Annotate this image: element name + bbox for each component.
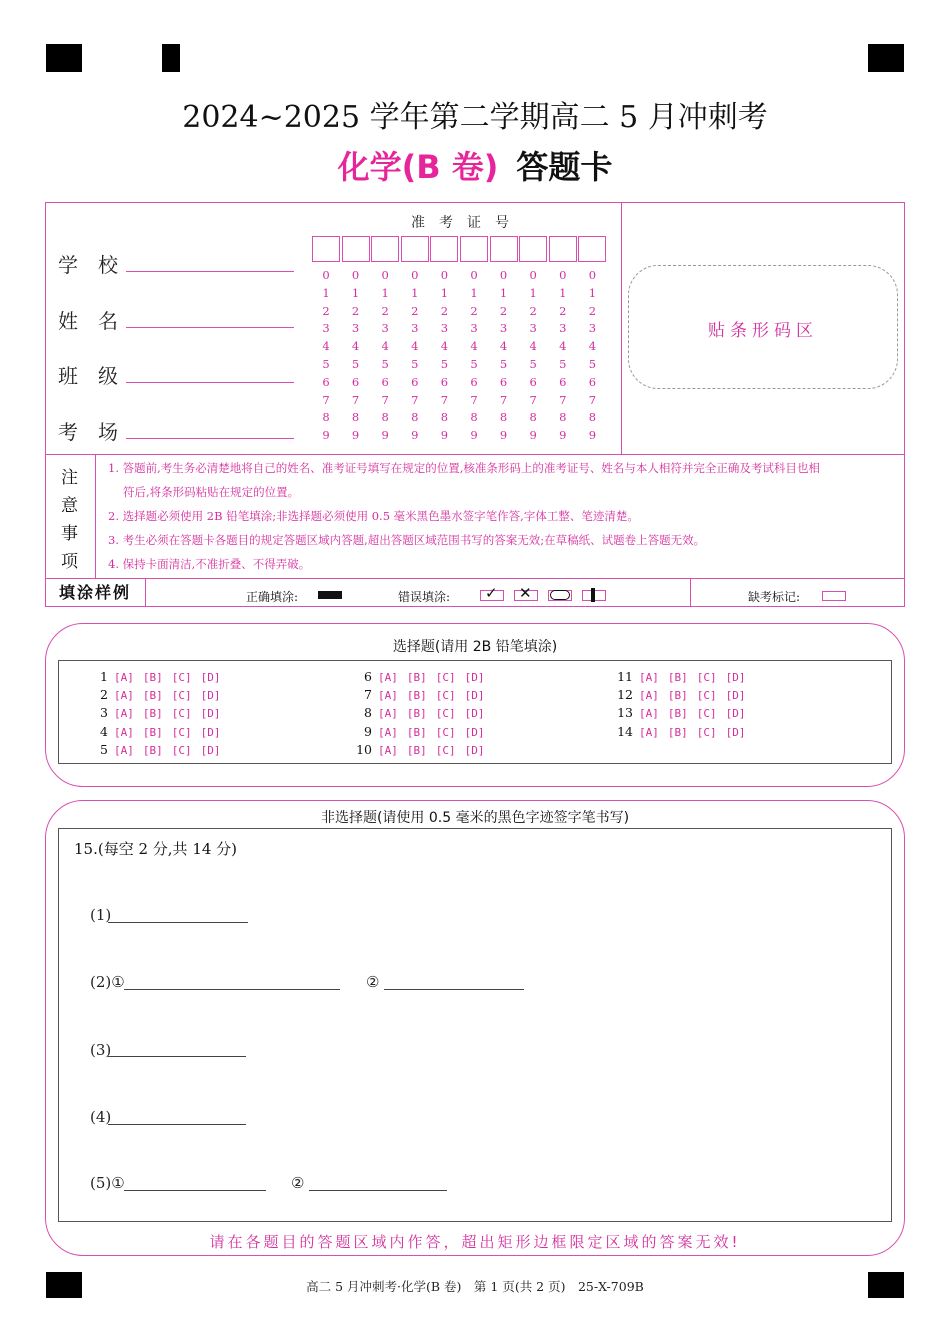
sample-wrong-marks	[480, 585, 610, 603]
ticket-label: 准 考 证 号	[411, 215, 509, 231]
ticket-digit-bubble[interactable]: 4	[322, 339, 330, 354]
choice-option-bubble[interactable]: [B]	[142, 671, 163, 684]
choice-question-row	[352, 669, 494, 684]
choice-option-bubble[interactable]: [B]	[142, 689, 163, 703]
ticket-digit-bubble[interactable]: 0	[529, 268, 537, 282]
ticket-digit-bubble[interactable]: 2	[411, 303, 419, 318]
choice-option-bubble[interactable]: [B]	[142, 707, 163, 721]
choice-question-number: 1	[100, 669, 108, 684]
choice-question-row	[352, 724, 494, 739]
ticket-digit-bubble[interactable]: 4	[381, 339, 389, 354]
position-mark-top-left-2	[162, 44, 180, 72]
choice-option-bubble[interactable]: [A]	[114, 743, 134, 757]
q15-part2b-label: ②	[366, 973, 380, 991]
ticket-digit-bubble[interactable]: 4	[499, 339, 508, 354]
choice-question-number: 8	[364, 705, 372, 721]
ticket-digit-bubble[interactable]: 7	[499, 392, 508, 407]
ticket-digit-bubble[interactable]: 9	[529, 428, 537, 443]
ticket-digit-cell[interactable]	[401, 236, 429, 262]
ticket-digit-bubble[interactable]: 0	[381, 268, 389, 282]
q15-part5b-line[interactable]	[309, 1190, 447, 1191]
ticket-digit-cell[interactable]	[578, 236, 606, 262]
answer-box[interactable]	[58, 828, 892, 1222]
ticket-digit-bubble[interactable]: 2	[529, 303, 537, 318]
choice-option-bubble[interactable]: [D]	[464, 725, 485, 739]
class-field[interactable]	[58, 360, 124, 389]
choice-option-bubble[interactable]: [C]	[696, 707, 717, 721]
class-line	[126, 382, 294, 383]
ticket-digit-bubble[interactable]: 2	[559, 303, 567, 318]
choice-option-bubble[interactable]: [C]	[435, 689, 456, 703]
choice-option-bubble[interactable]: [B]	[667, 671, 688, 684]
ticket-digit-bubble[interactable]: 2	[470, 303, 478, 318]
choice-option-bubble[interactable]: [A]	[114, 689, 134, 703]
choice-option-bubble[interactable]: [C]	[435, 671, 456, 684]
choice-option-bubble[interactable]: [B]	[142, 725, 163, 739]
choice-option-bubble[interactable]: [C]	[171, 725, 192, 739]
ticket-digit-bubble[interactable]: 5	[588, 357, 597, 371]
ticket-digit-bubble[interactable]: 8	[559, 410, 567, 425]
choice-option-bubble[interactable]: [C]	[696, 671, 717, 684]
choice-question-number: 12	[617, 687, 633, 703]
choice-option-bubble[interactable]: [B]	[142, 743, 163, 757]
room-line	[126, 438, 294, 439]
choice-option-bubble[interactable]: [B]	[667, 725, 688, 739]
q15-part2b-line[interactable]	[384, 989, 524, 990]
school-label: 学 校	[58, 253, 118, 277]
ticket-digit-bubble[interactable]: 1	[322, 285, 330, 300]
choice-option-bubble[interactable]: [D]	[725, 671, 746, 684]
ticket-digit-bubble[interactable]: 5	[381, 357, 389, 371]
choice-option-bubble[interactable]: [D]	[200, 743, 221, 757]
room-label: 考 场	[58, 420, 118, 444]
choice-title: 选择题(请用 2B 铅笔填涂)	[392, 639, 558, 655]
ticket-digit-bubble[interactable]: 0	[440, 268, 449, 282]
choice-option-bubble[interactable]: [D]	[200, 707, 221, 721]
choice-option-bubble[interactable]: [D]	[464, 689, 485, 703]
absent-mark-box[interactable]	[822, 591, 846, 601]
ticket-digit-bubble[interactable]: 3	[411, 321, 419, 336]
wrong-mark-bar-glyph	[591, 588, 595, 602]
choice-question-number: 10	[356, 741, 372, 757]
choice-option-bubble[interactable]: [B]	[667, 707, 688, 721]
ticket-digit-bubble[interactable]: 4	[440, 339, 449, 354]
q15-part4-line[interactable]	[108, 1124, 246, 1125]
ticket-digit-cell[interactable]	[342, 236, 370, 262]
choice-question-number: 11	[617, 669, 633, 684]
choice-option-bubble[interactable]: [D]	[725, 707, 746, 721]
choice-option-bubble[interactable]: [C]	[435, 707, 456, 721]
ticket-digit-bubble[interactable]: 7	[559, 392, 567, 407]
ticket-digit-bubble[interactable]: 3	[499, 321, 508, 336]
choice-option-bubble[interactable]: [A]	[378, 707, 398, 721]
ticket-digit-bubble[interactable]: 7	[381, 392, 389, 407]
ticket-digit-bubble[interactable]: 8	[470, 410, 478, 425]
choice-option-bubble[interactable]: [A]	[639, 725, 659, 739]
ticket-digit-bubble[interactable]: 6	[470, 374, 478, 389]
choice-option-bubble[interactable]: [C]	[435, 725, 456, 739]
choice-question-row	[88, 669, 230, 684]
choice-option-bubble[interactable]: [A]	[639, 707, 659, 721]
q15-part2a-label: (2)①	[90, 973, 125, 991]
ticket-digit-bubble[interactable]: 1	[470, 285, 478, 300]
choice-option-bubble[interactable]: [B]	[406, 689, 427, 703]
ticket-digit-bubble[interactable]: 2	[351, 303, 360, 318]
ticket-digit-bubble[interactable]: 6	[559, 374, 567, 389]
sample-divider	[690, 579, 691, 607]
ticket-digit-bubble[interactable]: 4	[529, 339, 537, 354]
wrong-mark-circle-glyph	[550, 590, 570, 600]
ticket-digit-bubble[interactable]: 1	[559, 285, 567, 300]
choice-option-bubble[interactable]: [B]	[406, 671, 427, 684]
note-item-1: 1. 答题前,考生务必清楚地将自己的姓名、准考证号填写在规定的位置,核准条形码上的准考证号、姓名与本人相符并完全正确及考试科目也相	[108, 461, 820, 475]
choice-question-number: 2	[100, 687, 108, 703]
q15-heading: 15.(每空 2 分,共 14 分)	[74, 840, 238, 858]
name-field[interactable]	[58, 305, 124, 334]
choice-option-bubble[interactable]: [D]	[464, 743, 485, 757]
ticket-digit-bubble[interactable]: 5	[529, 357, 537, 371]
ticket-digit-bubble[interactable]: 0	[322, 268, 330, 282]
choice-question-row	[88, 705, 230, 720]
choice-question-row	[613, 724, 755, 739]
choice-question-number: 9	[364, 723, 372, 739]
ticket-digit-bubble[interactable]: 6	[381, 374, 389, 389]
q15-part5a-line[interactable]	[124, 1190, 266, 1191]
name-line	[126, 327, 294, 328]
choice-option-bubble[interactable]: [C]	[696, 725, 717, 739]
notes-char-4: 项	[61, 552, 78, 572]
ticket-digit-bubble[interactable]: 8	[499, 410, 508, 425]
choice-option-bubble[interactable]: [D]	[464, 707, 485, 721]
choice-option-bubble[interactable]: [B]	[406, 725, 427, 739]
position-mark-top-right	[868, 44, 904, 72]
ticket-digit-bubble[interactable]: 0	[351, 268, 360, 282]
note-item-1-cont: 符后,将条形码粘贴在规定的位置。	[123, 485, 300, 499]
ticket-digit-bubble[interactable]: 2	[588, 303, 597, 318]
choice-question-number: 13	[617, 705, 633, 721]
choice-option-bubble[interactable]: [D]	[464, 671, 485, 684]
ticket-digit-bubble[interactable]: 7	[440, 392, 449, 407]
choice-option-bubble[interactable]: [D]	[200, 671, 221, 684]
ticket-digit-bubble[interactable]: 0	[499, 268, 508, 282]
ticket-digit-bubble[interactable]: 8	[322, 410, 330, 425]
school-field[interactable]	[58, 249, 124, 278]
choice-question-row	[88, 742, 230, 757]
choice-question-row	[613, 705, 755, 720]
ticket-digit-bubble[interactable]: 5	[559, 357, 567, 371]
ticket-digit-bubble[interactable]: 4	[411, 339, 419, 354]
ticket-digit-bubble[interactable]: 8	[440, 410, 449, 425]
ticket-digit-cell[interactable]	[430, 236, 458, 262]
room-field[interactable]	[58, 416, 124, 445]
q15-part1-line[interactable]	[108, 922, 248, 923]
barcode-label: 贴条形码区	[708, 321, 818, 341]
ticket-digit-bubble[interactable]: 5	[499, 357, 508, 371]
ticket-digit-bubble[interactable]: 2	[381, 303, 389, 318]
ticket-digit-bubble[interactable]: 8	[411, 410, 419, 425]
ticket-digit-bubble[interactable]: 6	[499, 374, 508, 389]
footer-text: 高二 5 月冲刺考·化学(B 卷) 第 1 页(共 2 页) 25-X-709B	[306, 1279, 644, 1294]
exam-title: 2024~2025 学年第二学期高二 5 月冲刺考	[182, 100, 768, 135]
ticket-digit-bubble[interactable]: 5	[351, 357, 360, 371]
ticket-digit-bubble[interactable]: 6	[351, 374, 360, 389]
ticket-digit-bubble[interactable]: 2	[322, 303, 330, 318]
ticket-digit-bubble[interactable]: 3	[559, 321, 567, 336]
ticket-digit-bubble[interactable]: 9	[559, 428, 567, 443]
absent-label: 缺考标记:	[748, 590, 801, 604]
choice-option-bubble[interactable]: [A]	[378, 725, 398, 739]
ticket-digit-bubble[interactable]: 4	[470, 339, 478, 354]
choice-option-bubble[interactable]: [A]	[378, 671, 398, 684]
ticket-digit-bubble[interactable]: 7	[588, 392, 597, 407]
answer-area-warning: 请在各题目的答题区域内作答，超出矩形边框限定区域的答案无效!	[209, 1233, 741, 1251]
choice-option-bubble[interactable]: [C]	[171, 689, 192, 703]
name-label: 姓 名	[58, 309, 118, 333]
choice-question-number: 4	[100, 723, 108, 739]
ticket-digit-bubble[interactable]: 3	[351, 321, 360, 336]
choice-question-row	[352, 705, 494, 720]
ticket-digit-bubble[interactable]: 8	[529, 410, 537, 425]
ticket-digit-bubble[interactable]: 9	[499, 428, 508, 443]
ticket-digit-bubble[interactable]: 1	[351, 285, 360, 300]
ticket-digit-bubble[interactable]: 9	[322, 428, 330, 443]
ticket-digit-bubble[interactable]: 1	[411, 285, 419, 300]
ticket-digit-bubble[interactable]: 8	[588, 410, 597, 425]
choice-option-bubble[interactable]: [B]	[667, 689, 688, 703]
ticket-digit-bubble[interactable]: 2	[440, 303, 449, 318]
choice-question-row	[613, 687, 755, 702]
ticket-digit-bubble[interactable]: 7	[351, 392, 360, 407]
ticket-digit-bubble[interactable]: 9	[351, 428, 360, 443]
ticket-digit-cell[interactable]	[549, 236, 577, 262]
ticket-digit-bubble[interactable]: 4	[588, 339, 597, 354]
ticket-digit-cell[interactable]	[312, 236, 340, 262]
card-title	[0, 142, 950, 188]
ticket-digit-bubble[interactable]: 7	[322, 392, 330, 407]
sample-correct-mark	[318, 591, 342, 599]
choice-question-number: 14	[617, 723, 633, 739]
ticket-digit-bubble[interactable]: 0	[411, 268, 419, 282]
choice-option-bubble[interactable]: [D]	[200, 689, 221, 703]
choice-option-bubble[interactable]: [C]	[171, 671, 192, 684]
note-item-3: 3. 考生必须在答题卡各题目的规定答题区域内答题,超出答题区域范围书写的答案无效;在草稿纸、试题卷上答题无效。	[108, 533, 706, 547]
ticket-digit-bubble[interactable]: 9	[381, 428, 389, 443]
notes-label-column	[45, 455, 96, 578]
choice-question-row	[613, 669, 755, 684]
answer-card-label: 答题卡	[516, 148, 613, 186]
ticket-digit-bubble[interactable]: 3	[440, 321, 449, 336]
choice-question-row	[88, 724, 230, 739]
ticket-digit-bubble[interactable]: 3	[381, 321, 389, 336]
note-item-4: 4. 保持卡面清洁,不准折叠、不得弄破。	[108, 557, 311, 571]
notes-char-1: 注	[61, 468, 78, 488]
ticket-digit-bubble[interactable]: 3	[470, 321, 478, 336]
ticket-digit-bubble[interactable]: 4	[351, 339, 360, 354]
ticket-digit-bubble[interactable]: 1	[529, 285, 537, 300]
ticket-digit-bubble[interactable]: 5	[440, 357, 449, 371]
wrong-mark-cross-glyph: ✕	[519, 584, 532, 602]
ticket-digit-bubble[interactable]: 9	[588, 428, 597, 443]
choice-option-bubble[interactable]: [A]	[639, 689, 659, 703]
q15-part5b-label: ②	[291, 1174, 305, 1192]
position-mark-top-left	[46, 44, 82, 72]
wrong-mark-check-glyph: ✓	[485, 584, 498, 602]
ticket-digit-bubble[interactable]: 2	[499, 303, 508, 318]
ticket-digit-bubble[interactable]: 9	[411, 428, 419, 443]
ticket-digit-bubble[interactable]: 1	[499, 285, 508, 300]
choice-option-bubble[interactable]: [D]	[725, 725, 746, 739]
choice-option-bubble[interactable]: [C]	[435, 743, 456, 757]
ticket-digit-bubble[interactable]: 0	[559, 268, 567, 282]
choice-question-number: 7	[364, 687, 372, 703]
sample-wrong-label: 错误填涂:	[398, 590, 451, 604]
ticket-digit-bubble[interactable]: 7	[470, 392, 478, 407]
ticket-digit-bubble[interactable]: 3	[529, 321, 537, 336]
ticket-digit-cell[interactable]	[460, 236, 488, 262]
ticket-digit-bubble[interactable]: 7	[411, 392, 419, 407]
ticket-digit-bubble[interactable]: 5	[322, 357, 330, 371]
choice-question-row	[88, 687, 230, 702]
choice-option-bubble[interactable]: [C]	[696, 689, 717, 703]
ticket-digit-bubble[interactable]: 1	[381, 285, 389, 300]
note-item-2: 2. 选择题必须使用 2B 铅笔填涂;非选择题必须使用 0.5 毫米黑色墨水签字笔作答,字体工整、笔迹清楚。	[108, 509, 639, 523]
ticket-digit-bubble[interactable]: 8	[351, 410, 360, 425]
notes-char-2: 意	[61, 496, 78, 516]
choice-option-bubble[interactable]: [B]	[406, 743, 427, 757]
nonchoice-title: 非选择题(请使用 0.5 毫米的黑色字迹签字笔书写)	[320, 810, 630, 826]
choice-question-number: 3	[100, 705, 108, 721]
q15-part5a-label: (5)①	[90, 1174, 125, 1192]
choice-question-number: 5	[100, 741, 108, 757]
choice-option-bubble[interactable]: [C]	[171, 707, 192, 721]
choice-option-bubble[interactable]: [D]	[200, 725, 221, 739]
choice-option-bubble[interactable]: [A]	[378, 689, 398, 703]
ticket-digit-bubble[interactable]: 0	[588, 268, 597, 282]
q15-part1-label: (1)	[90, 906, 112, 924]
ticket-digit-bubble[interactable]: 3	[322, 321, 330, 336]
ticket-digit-bubble[interactable]: 6	[440, 374, 449, 389]
ticket-digit-bubble[interactable]: 9	[470, 428, 478, 443]
sample-label: 填涂样例	[45, 579, 146, 607]
ticket-digit-bubble[interactable]: 5	[411, 357, 419, 371]
ticket-digit-bubble[interactable]: 1	[588, 285, 597, 300]
ticket-digit-bubble[interactable]: 5	[470, 357, 478, 371]
ticket-digit-cell[interactable]	[490, 236, 518, 262]
choice-option-bubble[interactable]: [A]	[114, 707, 134, 721]
ticket-digit-bubble[interactable]: 7	[529, 392, 537, 407]
q15-part3-line[interactable]	[108, 1056, 246, 1057]
ticket-digit-bubble[interactable]: 6	[588, 374, 597, 389]
info-divider-2	[45, 454, 905, 455]
ticket-digit-bubble[interactable]: 4	[559, 339, 567, 354]
choice-question-row	[352, 687, 494, 702]
choice-question-row	[352, 742, 494, 757]
ticket-digit-bubble[interactable]: 6	[529, 374, 537, 389]
q15-part4-label: (4)	[90, 1108, 112, 1126]
ticket-digit-bubble[interactable]: 6	[322, 374, 330, 389]
choice-option-bubble[interactable]: [A]	[378, 743, 398, 757]
sample-correct-label: 正确填涂:	[246, 590, 299, 604]
choice-option-bubble[interactable]: [A]	[114, 671, 134, 684]
ticket-digit-bubble[interactable]: 6	[411, 374, 419, 389]
choice-option-bubble[interactable]: [C]	[171, 743, 192, 757]
ticket-digit-cell[interactable]	[371, 236, 399, 262]
choice-option-bubble[interactable]: [A]	[114, 725, 134, 739]
info-divider-1	[621, 202, 622, 454]
choice-question-number: 6	[364, 669, 372, 684]
choice-option-bubble[interactable]: [A]	[639, 671, 659, 684]
ticket-digit-cell[interactable]	[519, 236, 547, 262]
notes-char-3: 事	[61, 524, 78, 544]
ticket-digit-bubble[interactable]: 0	[470, 268, 478, 282]
ticket-digit-bubble[interactable]: 3	[588, 321, 597, 336]
subject-title: 化学(B 卷)	[337, 148, 499, 186]
ticket-digit-bubble[interactable]: 9	[440, 428, 449, 443]
ticket-digit-bubble[interactable]: 1	[440, 285, 449, 300]
school-line	[126, 271, 294, 272]
class-label: 班 级	[58, 364, 118, 388]
q15-part2a-line[interactable]	[124, 989, 340, 990]
choice-option-bubble[interactable]: [D]	[725, 689, 746, 703]
info-divider-3	[45, 578, 905, 579]
q15-part3-label: (3)	[90, 1041, 112, 1059]
ticket-digit-bubble[interactable]: 8	[381, 410, 389, 425]
choice-option-bubble[interactable]: [B]	[406, 707, 427, 721]
